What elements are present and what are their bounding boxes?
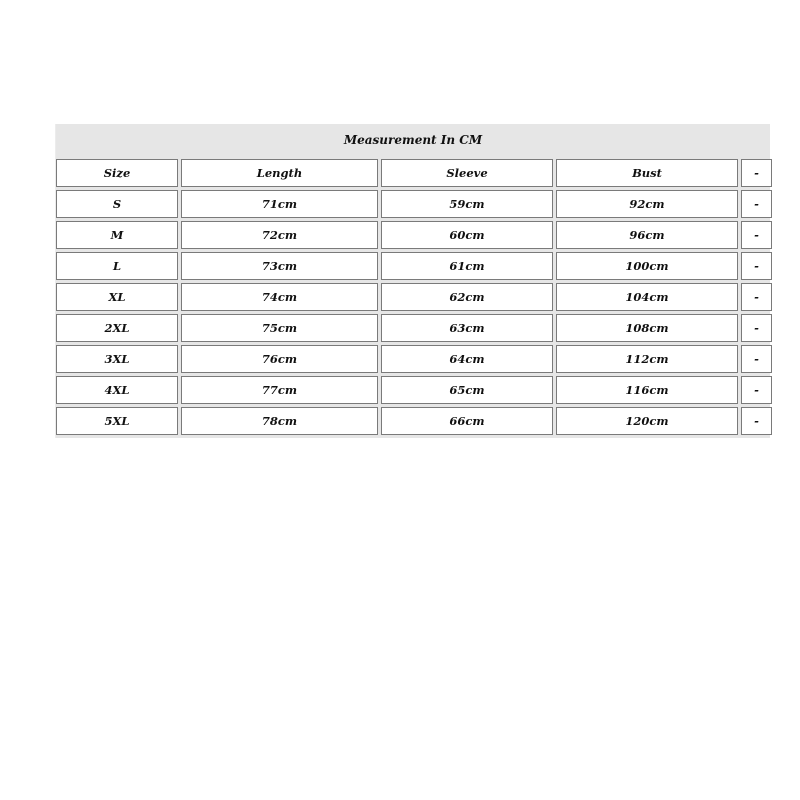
table-cell-extra: - [741, 283, 772, 311]
table-cell-bust: 96cm [556, 221, 738, 249]
header-cell-bust: Bust [556, 159, 738, 187]
table-cell-bust: 100cm [556, 252, 738, 280]
table-cell-size: M [56, 221, 178, 249]
table-cell-extra: - [741, 407, 772, 435]
header-cell-extra: - [741, 159, 772, 187]
table-cell-extra: - [741, 314, 772, 342]
table-cell-size: 5XL [56, 407, 178, 435]
table-cell-sleeve: 64cm [381, 345, 553, 373]
table-cell-sleeve: 63cm [381, 314, 553, 342]
table-cell-size: 2XL [56, 314, 178, 342]
table-cell-bust: 92cm [556, 190, 738, 218]
table-cell-extra: - [741, 252, 772, 280]
table-cell-sleeve: 66cm [381, 407, 553, 435]
size-chart-table [55, 124, 770, 438]
table-cell-length: 73cm [181, 252, 378, 280]
table-caption: Measurement In CM [343, 133, 483, 147]
table-cell-extra: - [741, 190, 772, 218]
table-cell-sleeve: 62cm [381, 283, 553, 311]
table-cell-length: 78cm [181, 407, 378, 435]
header-cell-sleeve: Sleeve [381, 159, 553, 187]
table-cell-bust: 108cm [556, 314, 738, 342]
table-cell-size: S [56, 190, 178, 218]
table-cell-sleeve: 60cm [381, 221, 553, 249]
table-cell-size: 4XL [56, 376, 178, 404]
table-cell-bust: 116cm [556, 376, 738, 404]
table-cell-length: 71cm [181, 190, 378, 218]
table-cell-size: 3XL [56, 345, 178, 373]
table-cell-length: 76cm [181, 345, 378, 373]
table-cell-sleeve: 61cm [381, 252, 553, 280]
table-cell-extra: - [741, 345, 772, 373]
table-cell-sleeve: 65cm [381, 376, 553, 404]
table-cell-size: L [56, 252, 178, 280]
table-cell-length: 75cm [181, 314, 378, 342]
table-cell-extra: - [741, 376, 772, 404]
table-cell-length: 74cm [181, 283, 378, 311]
table-cell-length: 77cm [181, 376, 378, 404]
header-cell-length: Length [181, 159, 378, 187]
table-cell-extra: - [741, 221, 772, 249]
header-cell-size: Size [56, 159, 178, 187]
table-cell-bust: 112cm [556, 345, 738, 373]
table-cell-sleeve: 59cm [381, 190, 553, 218]
table-cell-bust: 104cm [556, 283, 738, 311]
table-grid [56, 157, 770, 438]
table-cell-size: XL [56, 283, 178, 311]
table-cell-bust: 120cm [556, 407, 738, 435]
table-cell-length: 72cm [181, 221, 378, 249]
